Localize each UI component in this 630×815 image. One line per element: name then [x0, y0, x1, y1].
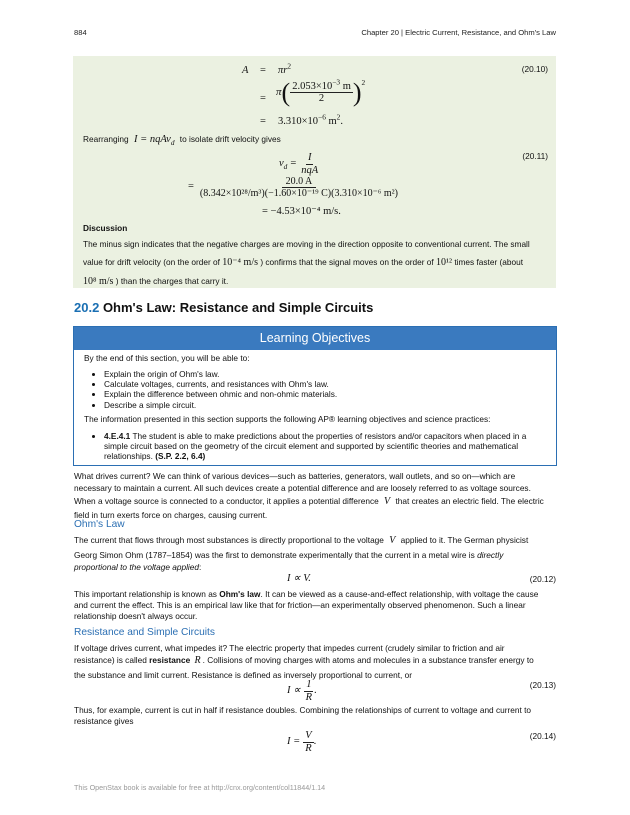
- equation-number: (20.10): [521, 64, 548, 74]
- drift-velocity-result: = −4.53×10⁻⁴ m/s.: [262, 206, 341, 217]
- rearranging-line: Rearranging I = nqAv$_d$ to isolate drift velocity gives: [83, 134, 281, 148]
- eq-area-result: $3.310\times 10^{-6}$ $m^2$.: [278, 112, 343, 127]
- ap-list: [84, 431, 546, 462]
- list-item: • Explain the difference between ohmic and non-ohmic materials.: [104, 389, 546, 399]
- chapter-title: Chapter 20 | Electric Current, Resistance, and Ohm's Law: [361, 28, 556, 37]
- drift-velocity-formula: $v_d$ = $\frac{I}{\text{nqA}}$: [279, 152, 319, 176]
- intro-paragraph: What drives current? We can think of various devices—such as batteries, generators, wall outlets, and so on—which are necessary to maintain a current. All such devices create a potential difference and are loosely referred to as voltage sources. When a voltage source is connected to a conductor, it applies a potential difference V that creates an electric field. The electric field in turn exerts force on charges, causing current.: [74, 471, 544, 521]
- footer-text: This OpenStax book is available for free at http://cnx.org/content/col11844/1.14: [74, 783, 326, 792]
- eq-equals: =: [260, 93, 266, 104]
- lo-intro: By the end of this section, you will be able to:: [84, 353, 250, 363]
- eq-area-rhs: $\pi r^2$: [278, 61, 292, 76]
- resistance-equation: I ∝ $\frac{1}{R}$ .: [287, 679, 317, 703]
- learning-objectives-box: [73, 326, 557, 466]
- equation-number: (20.13): [529, 680, 556, 690]
- example-solution-box: [73, 56, 556, 288]
- section-title: Ohm's Law: Resistance and Simple Circuits: [102, 300, 374, 315]
- resistance-paragraph: If voltage drives current, what impedes it? The electric property that impedes current (crudely similar to friction and air resistance) is called resistance R . Collisions of moving charges with atoms and molecules in a substance transfer energy to the substance and limit current. Resistance is defined as inversely proportional to current, or: [74, 643, 534, 681]
- equation-number: (20.12): [529, 574, 556, 584]
- ohms-law-full-equation: I = $\frac{V}{R}$ .: [287, 730, 317, 754]
- learning-objectives-heading: Learning Objectives: [74, 327, 556, 350]
- resistance-heading: Resistance and Simple Circuits: [74, 627, 215, 638]
- eq-equals: =: [260, 116, 266, 127]
- page-number: 884: [74, 28, 87, 37]
- section-number: 20.2: [74, 300, 100, 315]
- list-item: • Explain the origin of Ohm's law.: [104, 369, 546, 379]
- eq-area-substitution: π ( $\frac{2.053\times 10^{-3} m}{2}$ ) $^2$: [276, 77, 366, 107]
- section-heading: [74, 299, 373, 317]
- ohms-law-paragraph: The current that flows through most substances is directly proportional to the voltage V applied to it. The German physicist Georg Simon Ohm (1787–1854) was the first to demonstrate experimentally that the current in a metal wire is directly proportional to the voltage applied:: [74, 535, 529, 573]
- ohms-law-heading: Ohm's Law: [74, 519, 125, 530]
- discussion-title: Discussion: [83, 223, 128, 233]
- ap-objective: • 4.E.4.1 The student is able to make predictions about the properties of resistors and/or capacitors when placed in a simple circuit based on the geometry of the circuit element and supported by scientific theories and mathematical relationships. (S.P. 2.2, 6.4): [104, 431, 546, 462]
- ap-intro: The information presented in this section supports the following AP® learning objectives and science practices:: [84, 414, 491, 425]
- lo-list: [84, 369, 546, 410]
- drift-velocity-substitution: = $\frac{20.0 A}{\text{(8.342×10²⁸/m³)(−1.60×10⁻¹⁹ C)(3.310×10⁻⁶ m²)}}$: [188, 176, 398, 199]
- ohms-law-equation: I ∝ V.: [287, 573, 311, 584]
- discussion-text: The minus sign indicates that the negative charges are moving in the direction opposite to conventional current. The small value for drift velocity (on the order of 10⁻⁴ m/s ) confirms that the signal moves on the order of 10¹² times faster (about 10⁸ m/s ) than the charges that carry it.: [83, 239, 530, 287]
- equation-number: (20.11): [522, 151, 548, 161]
- list-item: • Calculate voltages, currents, and resistances with Ohm's law.: [104, 379, 546, 389]
- list-item: • Describe a simple circuit.: [104, 400, 546, 410]
- eq-area-lhs: A: [242, 65, 249, 76]
- eq-equals: =: [260, 65, 266, 76]
- resistance-followup: Thus, for example, current is cut in half if resistance doubles. Combining the relationships of current to voltage and current to resistance gives: [74, 705, 532, 726]
- equation-number: (20.14): [529, 731, 556, 741]
- ohms-law-followup: This important relationship is known as Ohm's law. It can be viewed as a cause-and-effect relationship, with voltage the cause and current the effect. This is an empirical law like that for friction—an experimentally observed phenomenon. Such a linear relationship doesn't always occur.: [74, 589, 539, 621]
